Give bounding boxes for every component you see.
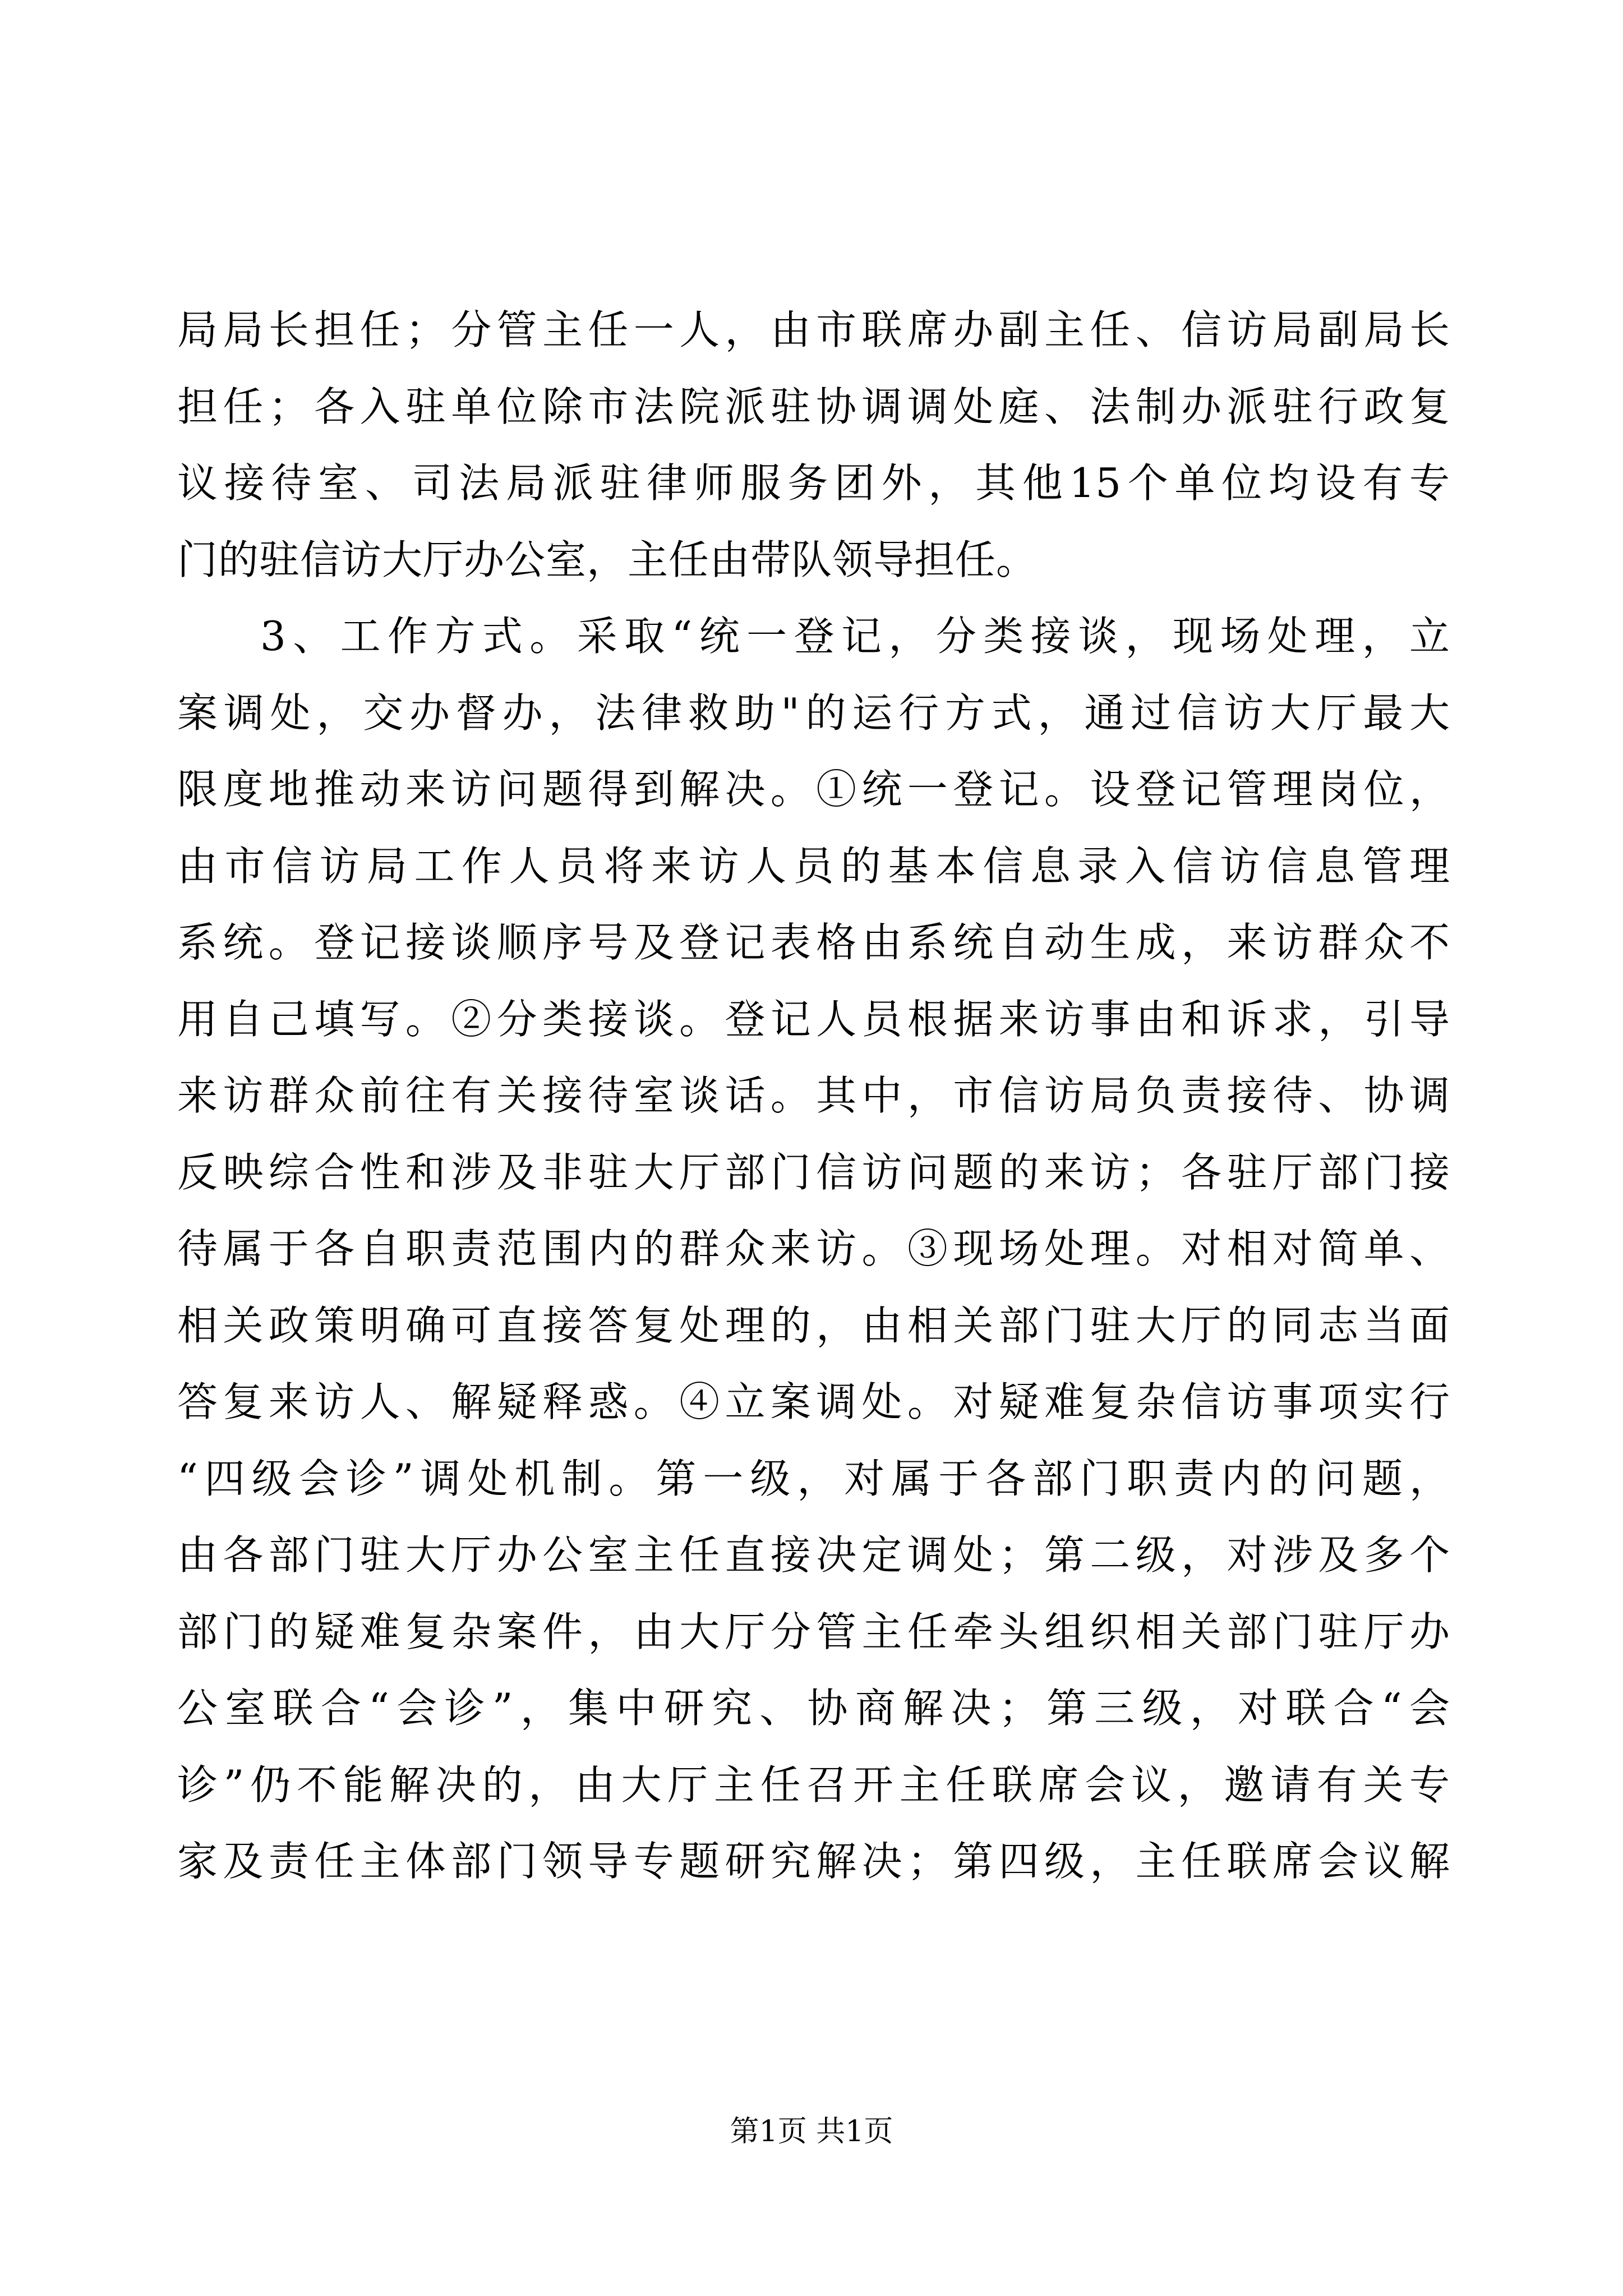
text-line: 公室联合“会诊”，集中研究、协商解决；第三级，对联合“会: [177, 1685, 1450, 1732]
text-line: 用自己填写。②分类接谈。登记人员根据来访事由和诉求，引导: [177, 995, 1450, 1043]
text-line: 系统。登记接谈顺序号及登记表格由系统自动生成，来访群众不: [177, 919, 1450, 966]
text-line: 局局长担任；分管主任一人，由市联席办副主任、信访局副局长: [177, 306, 1450, 353]
text-line: 3、工作方式。采取“统一登记，分类接谈，现场处理，立: [260, 613, 1450, 660]
text-line: 议接待室、司法局派驻律师服务团外，其他15个单位均设有专: [177, 459, 1450, 507]
text-line: 限度地推动来访问题得到解决。①统一登记。设登记管理岗位，: [177, 766, 1450, 813]
text-line: 案调处，交办督办，法律救助"的运行方式，通过信访大厅最大: [177, 689, 1450, 737]
text-line: 答复来访人、解疑释惑。④立案调处。对疑难复杂信访事项实行: [177, 1378, 1450, 1425]
text-line: 来访群众前往有关接待室谈话。其中，市信访局负责接待、协调: [177, 1072, 1450, 1119]
page-footer: 第1页 共1页: [730, 2115, 893, 2148]
text-line: 由各部门驻大厅办公室主任直接决定调处；第二级，对涉及多个: [177, 1531, 1450, 1579]
text-line: 家及责任主体部门领导专题研究解决；第四级，主任联席会议解: [177, 1838, 1450, 1885]
text-line: 相关政策明确可直接答复处理的，由相关部门驻大厅的同志当面: [177, 1301, 1450, 1349]
text-line: “四级会诊”调处机制。第一级，对属于各部门职责内的问题，: [177, 1455, 1450, 1502]
text-line: 反映综合性和涉及非驻大厅部门信访问题的来访；各驻厅部门接: [177, 1148, 1450, 1196]
text-line: 部门的疑难复杂案件，由大厅分管主任牵头组织相关部门驻厅办: [177, 1608, 1450, 1655]
text-line: 门的驻信访大厅办公室，主任由带队领导担任。: [177, 536, 1038, 583]
body-text: [177, 292, 1450, 1900]
text-line: 诊”仍不能解决的，由大厅主任召开主任联席会议，邀请有关专: [177, 1761, 1450, 1809]
text-line: 待属于各自职责范围内的群众来访。③现场处理。对相对简单、: [177, 1225, 1450, 1272]
text-line: 担任；各入驻单位除市法院派驻协调调处庭、法制办派驻行政复: [177, 383, 1450, 430]
text-line: 由市信访局工作人员将来访人员的基本信息录入信访信息管理: [177, 842, 1450, 890]
